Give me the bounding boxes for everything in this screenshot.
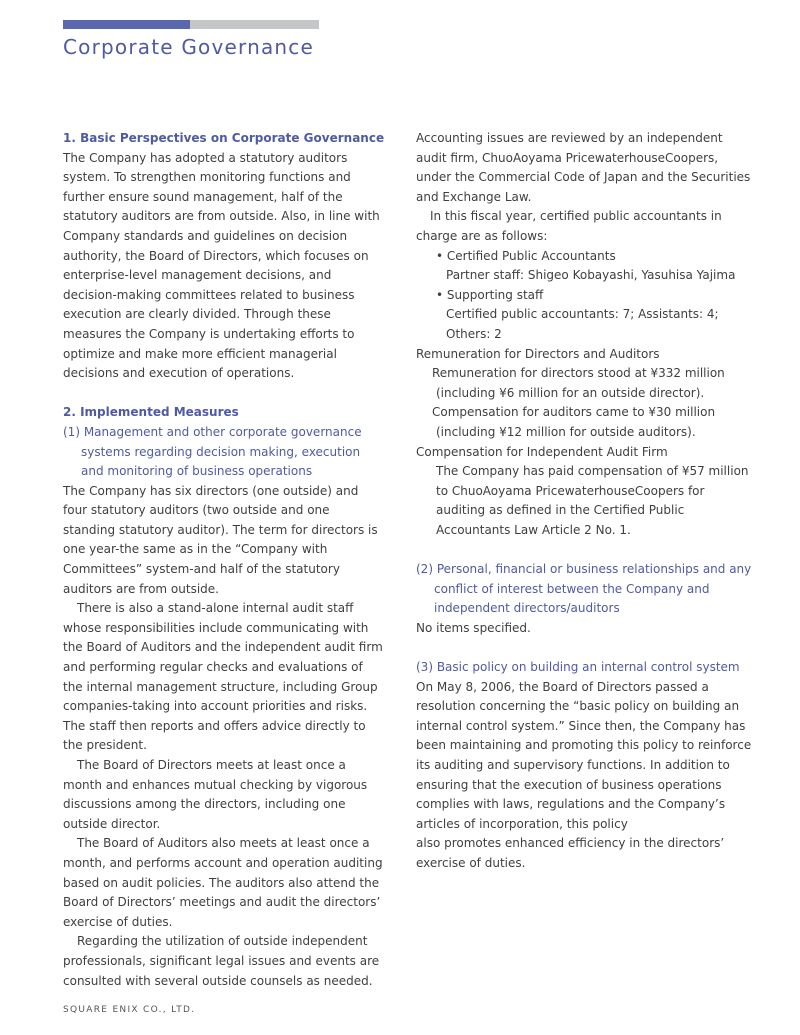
spacer bbox=[63, 384, 385, 404]
section-1-heading: 1. Basic Perspectives on Corporate Governance bbox=[63, 131, 385, 145]
paragraph-board-auditors: The Board of Auditors also meets at least once a month, and performs account and operation auditing based on audit policies. The auditors also attend the Board of Directors’ meetings and audit the directors’ exercise of duties. bbox=[63, 836, 383, 929]
remuneration-auditors-note: (including ¥12 million for outside auditors). bbox=[436, 424, 696, 439]
subsection-1-heading: (1) Management and other corporate governance systems regarding decision making, execution and monitoring of business operations bbox=[63, 424, 362, 479]
paragraph-accounting: Accounting issues are reviewed by an independent audit firm, ChuoAoyama PricewaterhouseCoopers, under the Commercial Code of Japan and the Securities and Exchange Law. bbox=[416, 131, 751, 204]
subsection-2-heading: (2) Personal, financial or business relationships and any conflict of interest between the Company and independent directors/auditors bbox=[416, 562, 752, 616]
bullet-cpa-detail: Partner staff: Shigeo Kobayashi, Yasuhisa Yajima bbox=[446, 268, 736, 283]
bullet-support-detail: Certified public accountants: 7; Assistants: 4; Others: 2 bbox=[446, 307, 719, 341]
section-2-heading: 2. Implemented Measures bbox=[63, 405, 239, 420]
left-column bbox=[63, 129, 385, 991]
subsection-3-heading: (3) Basic policy on building an internal control system bbox=[416, 660, 740, 675]
remuneration-directors-note: (including ¥6 million for an outside director). bbox=[436, 385, 705, 400]
footer-company-name: SQUARE ENIX CO., LTD. bbox=[63, 1005, 196, 1015]
page-title: Corporate Governance bbox=[63, 35, 314, 59]
section-1-body: The Company has adopted a statutory auditors system. To strengthen monitoring functions and further ensure sound management, half of the statutory auditors are from outside. Also, in line with Company standards and guidelines on decision authority, the Board of Directors, which focuses on enterprise-level management decisions, and decision-making committees related to business execution are clearly divided. Through these measures the Company is undertaking efforts to optimize and make more efficient managerial decisions and execution of operations. bbox=[63, 150, 380, 381]
paragraph-outside-professionals: Regarding the utilization of outside independent professionals, significant legal issues and events are consulted with several outside counsels as needed. bbox=[63, 934, 380, 988]
remuneration-auditors: Compensation for auditors came to ¥30 million bbox=[432, 405, 716, 420]
paragraph-directors: The Company has six directors (one outside) and four statutory auditors (two outside and one standing statutory auditor). The term for directors is one year-the same as in the “Company with Committees” system-and half of the statutory auditors are from outside. bbox=[63, 483, 378, 596]
subsection-3-body-continued: also promotes enhanced efficiency in the directors’ exercise of duties. bbox=[416, 836, 725, 870]
remuneration-title: Remuneration for Directors and Auditors bbox=[416, 346, 660, 361]
paragraph-accountants-intro: In this fiscal year, certified public accountants in charge are as follows: bbox=[416, 209, 722, 243]
subsection-3-body: On May 8, 2006, the Board of Directors passed a resolution concerning the “basic policy on building an internal control system.” Since then, the Company has been maintaining and promoting this policy to reinforce its auditing and supervisory functions. In addition to ensuring that the execution of business operations complies with laws, regulations and the Company’s articles of incorporation, this policy bbox=[416, 679, 752, 831]
header-accent-bar bbox=[63, 20, 190, 29]
bullet-support: • Supporting staff bbox=[436, 287, 544, 302]
paragraph-internal-audit: There is also a stand-alone internal audit staff whose responsibilities include communicating with the Board of Auditors and the independent audit firm and performing regular checks and evaluations of the internal management structure, including Group companies-taking into account priorities and risks. The staff then reports and offers advice directly to the president. bbox=[63, 601, 383, 753]
audit-firm-compensation-body: The Company has paid compensation of ¥57 million to ChuoAoyama PricewaterhouseCoopers for auditing as defined in the Certified Public Accountants Law Article 2 No. 1. bbox=[436, 464, 749, 537]
bullet-cpa: • Certified Public Accountants bbox=[436, 248, 616, 263]
audit-firm-compensation-title: Compensation for Independent Audit Firm bbox=[416, 444, 668, 459]
paragraph-board-directors: The Board of Directors meets at least once a month and enhances mutual checking by vigorous discussions among the directors, including one outside director. bbox=[63, 758, 368, 831]
spacer bbox=[416, 638, 756, 658]
spacer bbox=[416, 540, 756, 560]
remuneration-directors: Remuneration for directors stood at ¥332 million bbox=[432, 366, 725, 381]
subsection-2-body: No items specified. bbox=[416, 620, 531, 635]
right-column bbox=[416, 129, 756, 874]
header-rule-bar bbox=[190, 20, 319, 29]
